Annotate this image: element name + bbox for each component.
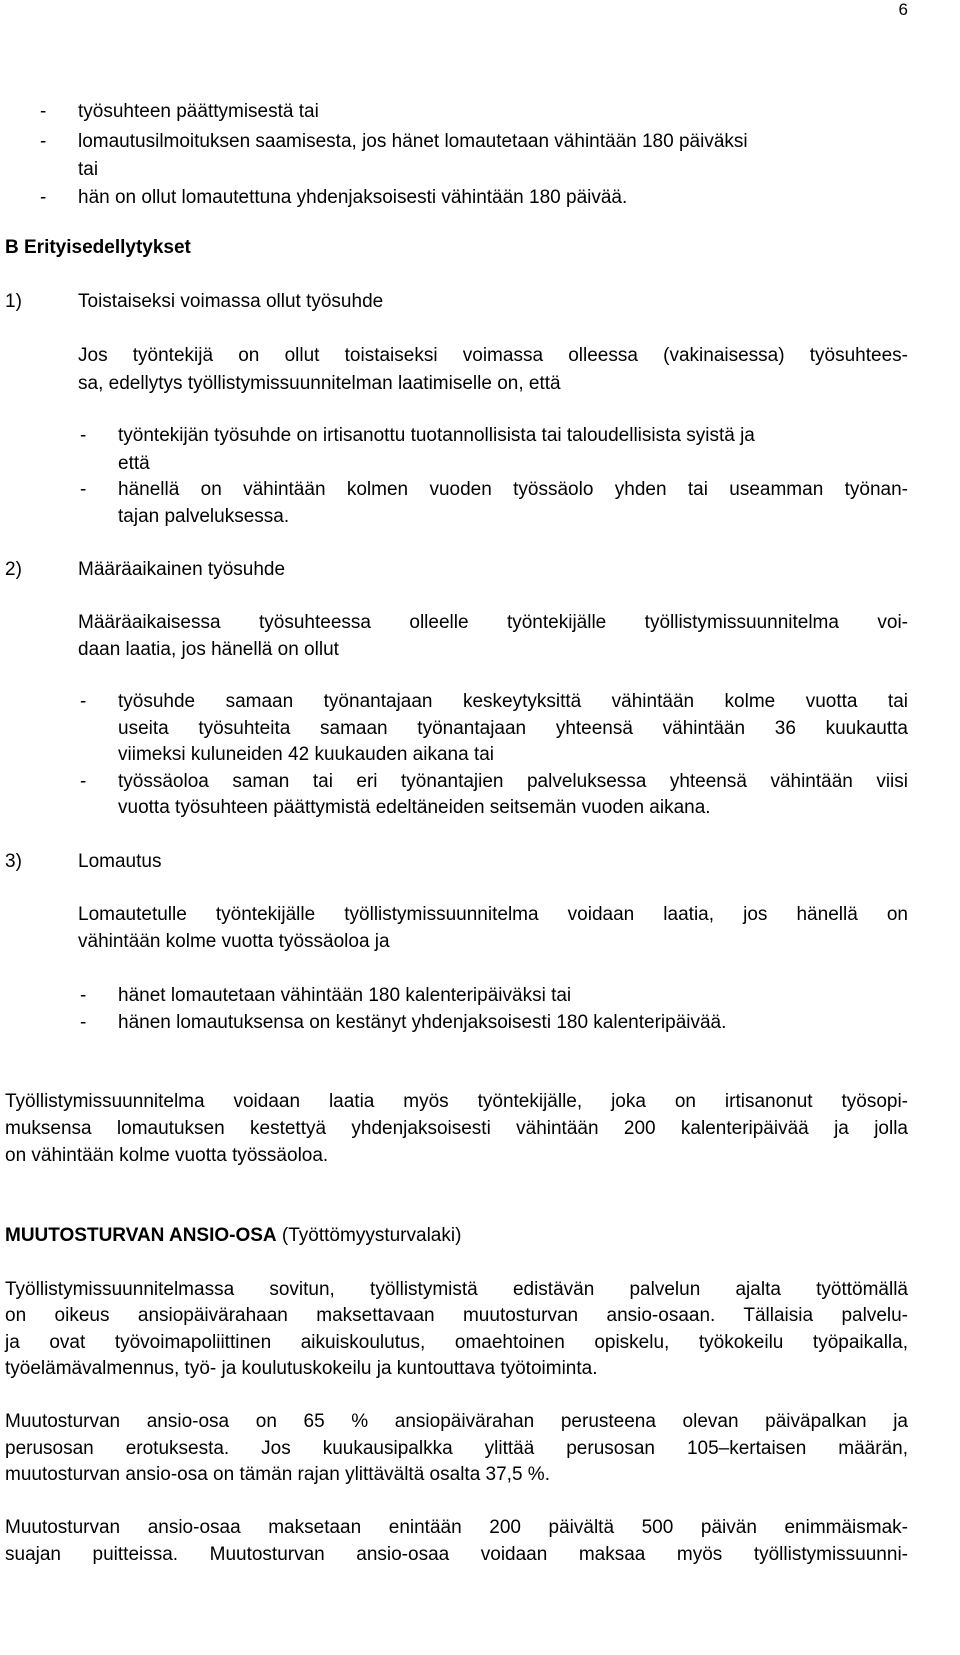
item3-para-line2: vähintään kolme vuotta työssäoloa ja [78, 931, 390, 952]
section-heading: B Erityisedellytykset [5, 237, 191, 258]
item3-bullet-0: hänet lomautetaan vähintään 180 kalenteripäiväksi tai [118, 985, 572, 1006]
muutosturva-heading-rest: (Työttömyysturvalaki) [276, 1225, 462, 1246]
intro-dash-3: - [40, 187, 47, 208]
item2-para-line1: Määräaikaisessa työsuhteessa olleelle työntekijälle työllistymissuunnitelma voi- [78, 612, 908, 633]
item2-title: Määräaikainen työsuhde [78, 559, 286, 580]
item2-bullet-0-cont2: viimeksi kuluneiden 42 kuukauden aikana tai [118, 744, 495, 765]
intro-dash-1: - [40, 131, 47, 152]
resigned-line-2: on vähintään kolme vuotta työssäoloa. [5, 1145, 329, 1166]
item3-number: 3) [5, 851, 22, 872]
item1-bullet-0-cont: että [118, 453, 150, 474]
item1-para-line1: Jos työntekijä on ollut toistaiseksi voimassa olleessa (vakinaisessa) työsuhtees- [78, 345, 908, 366]
item3-dash-1: - [80, 1012, 87, 1033]
item2-bullet-1-cont: vuotta työsuhteen päättymistä edeltäneiden seitsemän vuoden aikana. [118, 797, 711, 818]
muutosturva-para3-line-0: Muutosturvan ansio-osaa maksetaan enintään 200 päivältä 500 päivän enimmäismak- [5, 1517, 908, 1538]
resigned-line-0: Työllistymissuunnitelma voidaan laatia myös työntekijälle, joka on irtisanonut työsopi- [5, 1091, 908, 1112]
muutosturva-para1-line-2: ja ovat työvoimapoliittinen aikuiskoulutus, omaehtoinen opiskelu, työkokeilu työpaikalla, [5, 1332, 908, 1353]
muutosturva-para2-line-0: Muutosturvan ansio-osa on 65 % ansiopäivärahan perusteena olevan päiväpalkan ja [5, 1411, 908, 1432]
intro-item-1: lomautusilmoituksen saamisesta, jos hänet lomautetaan vähintään 180 päiväksi [78, 131, 748, 152]
item2-dash-1: - [80, 771, 87, 792]
item2-bullet-0: työsuhde samaan työnantajaan keskeytyksittä vähintään kolme vuotta tai [118, 691, 908, 712]
muutosturva-para1-line-1: on oikeus ansiopäivärahaan maksettavaan muutosturvan ansio-osaan. Tällaisia palvelu- [5, 1305, 908, 1326]
item2-dash-0: - [80, 691, 87, 712]
muutosturva-para1-line-0: Työllistymissuunnitelmassa sovitun, työllistymistä edistävän palvelun ajalta työttömällä [5, 1279, 908, 1300]
item3-bullet-1: hänen lomautuksensa on kestänyt yhdenjaksoisesti 180 kalenteripäivää. [118, 1012, 727, 1033]
page-number: 6 [898, 0, 908, 19]
item1-dash-0: - [80, 425, 87, 446]
muutosturva-para2-line-1: perusosan erotuksesta. Jos kuukausipalkka ylittää perusosan 105–kertaisen määrän, [5, 1438, 908, 1459]
item1-bullet-0: työntekijän työsuhde on irtisanottu tuotannollisista tai taloudellisista syistä ja [118, 425, 755, 446]
item1-number: 1) [5, 291, 22, 312]
item1-bullet-1-cont: tajan palveluksessa. [118, 506, 290, 527]
muutosturva-para1-line-3: työelämävalmennus, työ- ja koulutuskokeilu ja kuntouttava työtoiminta. [5, 1358, 598, 1379]
item1-dash-1: - [80, 479, 87, 500]
item2-para-line2: daan laatia, jos hänellä on ollut [78, 639, 339, 660]
resigned-line-1: muksensa lomautuksen kestettyä yhdenjaksoisesti vähintään 200 kalenteripäivää ja jolla [5, 1118, 908, 1139]
item2-number: 2) [5, 559, 22, 580]
intro-item-3: hän on ollut lomautettuna yhdenjaksoisesti vähintään 180 päivää. [78, 187, 628, 208]
item1-title: Toistaiseksi voimassa ollut työsuhde [78, 291, 384, 312]
item1-bullet-1: hänellä on vähintään kolmen vuoden työssäolo yhden tai useamman työnan- [118, 479, 908, 500]
intro-item-2: tai [78, 159, 99, 180]
intro-dash-0: - [40, 101, 47, 122]
item3-dash-0: - [80, 985, 87, 1006]
muutosturva-heading [5, 1226, 461, 1245]
muutosturva-heading-bold: MUUTOSTURVAN ANSIO-OSA [5, 1225, 277, 1246]
item2-bullet-0-cont1: useita työsuhteita samaan työnantajaan yhteensä vähintään 36 kuukautta [118, 718, 908, 739]
item3-title: Lomautus [78, 851, 162, 872]
item2-bullet-1: työssäoloa saman tai eri työnantajien palveluksessa yhteensä vähintään viisi [118, 771, 908, 792]
item3-para-line1: Lomautetulle työntekijälle työllistymissuunnitelma voidaan laatia, jos hänellä on [78, 904, 908, 925]
item1-para-line2: sa, edellytys työllistymissuunnitelman laatimiselle on, että [78, 373, 561, 394]
muutosturva-para2-line-2: muutosturvan ansio-osa on tämän rajan ylittävältä osalta 37,5 %. [5, 1464, 550, 1485]
muutosturva-para3-line-1: suajan puitteissa. Muutosturvan ansio-osaa voidaan maksaa myös työllistymissuunni- [5, 1544, 908, 1565]
intro-item-0: työsuhteen päättymisestä tai [78, 101, 319, 122]
